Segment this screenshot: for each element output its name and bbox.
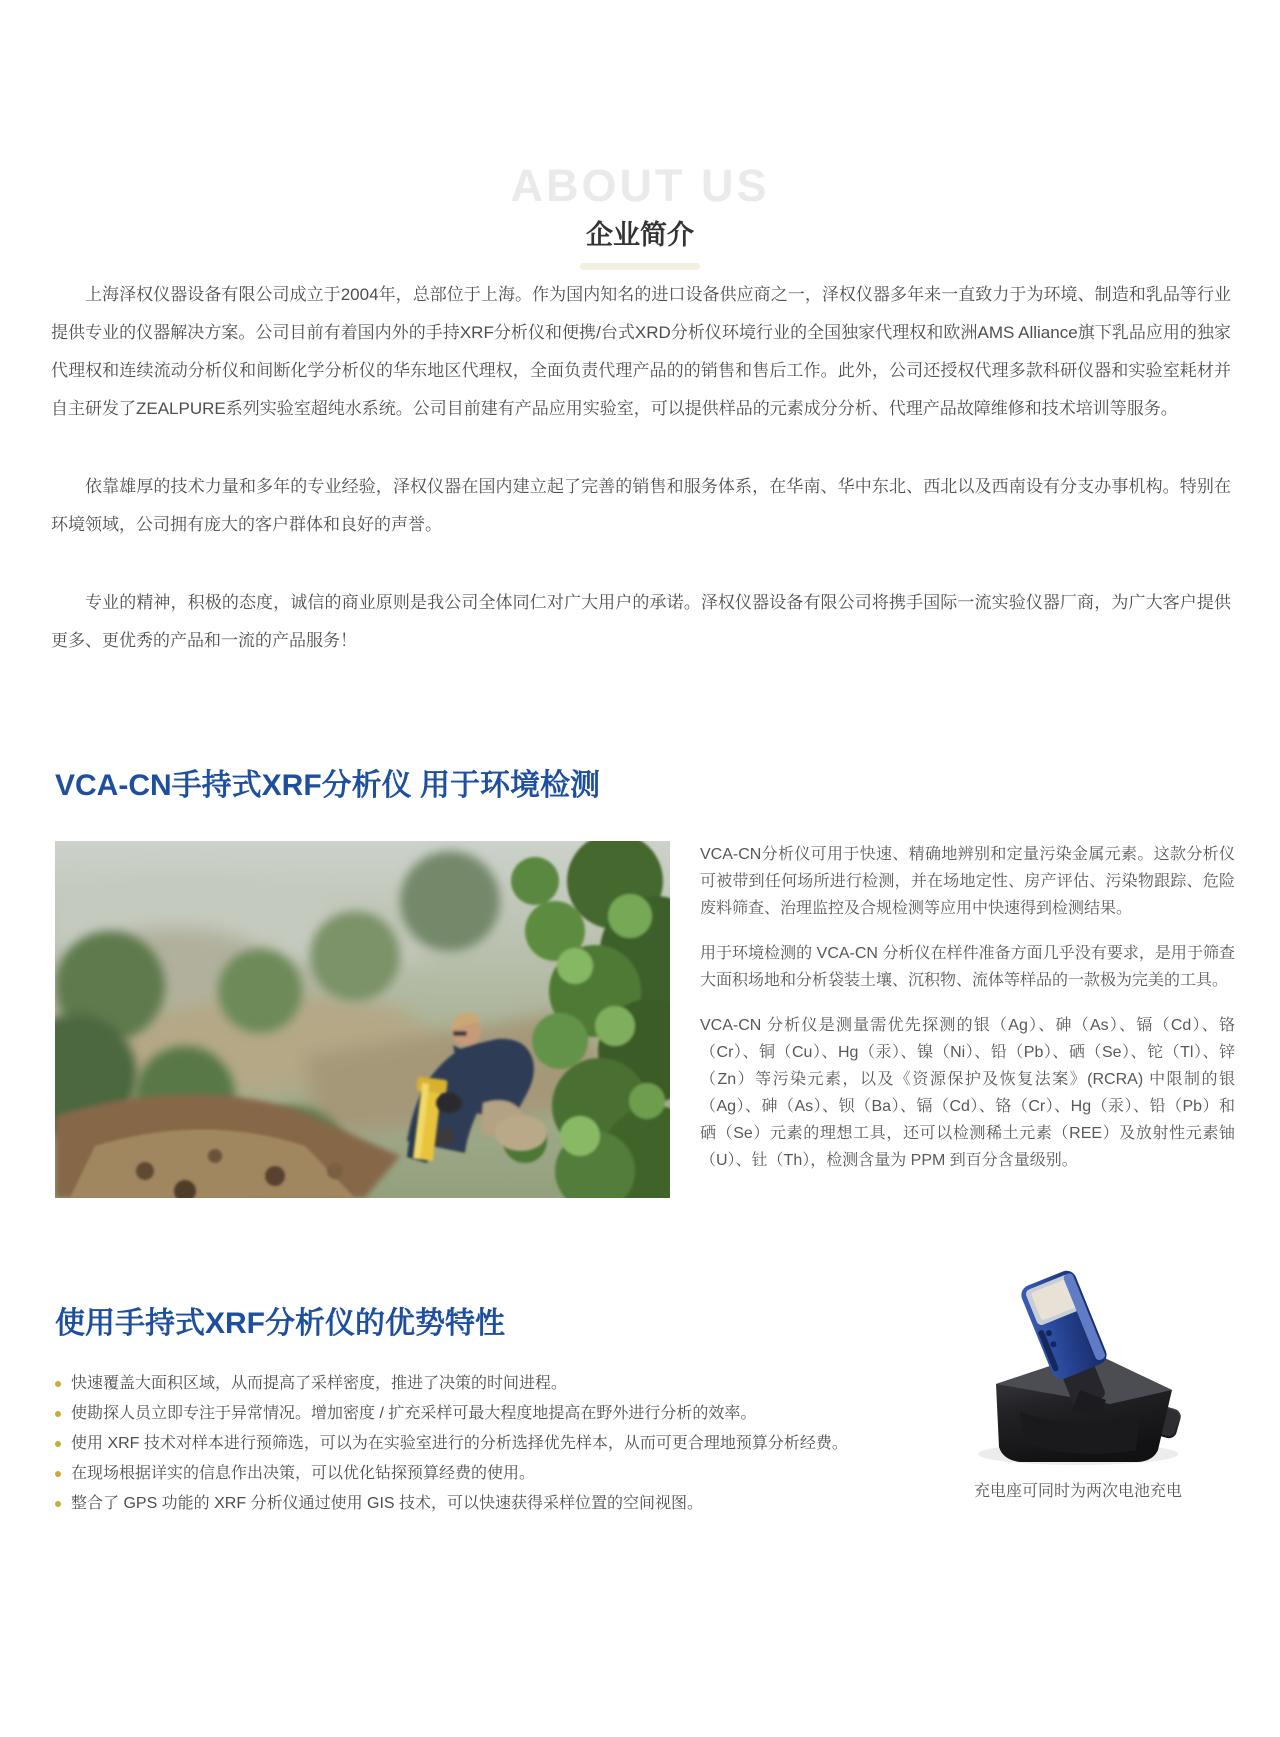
list-item bbox=[55, 1429, 915, 1459]
intro-paragraph: 依靠雄厚的技术力量和多年的专业经验，泽权仪器在国内建立起了完善的销售和服务体系，在华南、华中东北、西北以及西南设有分支办事机构。特别在环境领域，公司拥有庞大的客户群体和良好的声誉。 bbox=[51, 477, 1231, 534]
xrf-section-title: VCA-CN手持式XRF分析仪 用于环境检测 bbox=[55, 769, 600, 802]
xrf-description bbox=[700, 841, 1235, 1174]
xrf-section bbox=[55, 841, 1235, 1198]
bullet-icon bbox=[55, 1411, 61, 1417]
list-item-text: 在现场根据详实的信息作出决策，可以优化钻探预算经费的使用。 bbox=[71, 1465, 536, 1482]
bullet-icon bbox=[55, 1501, 61, 1507]
company-intro bbox=[51, 276, 1231, 660]
charger-photo-graphic bbox=[960, 1262, 1196, 1470]
list-item-text: 整合了 GPS 功能的 XRF 分析仪通过使用 GIS 技术，可以快速获得采样位置的空间视图。 bbox=[71, 1495, 704, 1512]
list-item-text: 使勘探人员立即专注于异常情况。增加密度 / 扩充采样可最大程度地提高在野外进行分析的效率。 bbox=[71, 1405, 757, 1422]
xrf-paragraph: 用于环境检测的 VCA-CN 分析仪在样件准备方面几乎没有要求，是用于筛查大面积场地和分析袋装土壤、沉积物、流体等样品的一款极为完美的工具。 bbox=[700, 945, 1235, 989]
advantages-section-title: 使用手持式XRF分析仪的优势特性 bbox=[55, 1307, 505, 1340]
field-photo bbox=[55, 841, 670, 1198]
xrf-paragraph: VCA-CN 分析仪是测量需优先探测的银（Ag）、砷（As）、镉（Cd）、铬（Cr）、铜（Cu）、Hg（汞）、镍（Ni）、铅（Pb）、硒（Se）、铊（Tl）、锌（Zn）等污染元素，以及《资源保护及恢复法案》(RCRA) 中限制的银（Ag）、砷（As）、钡（Ba）、镉（Cd）、铬（Cr）、Hg（汞）、铅（Pb）和硒（Se）元素的理想工具，还可以检测稀土元素（REE）及放射性元素铀（U）、钍（Th），检测含量为 PPM 到百分含量级别。 bbox=[700, 1017, 1235, 1169]
about-us-watermark: ABOUT US bbox=[510, 160, 770, 211]
list-item bbox=[55, 1399, 915, 1429]
bullet-icon bbox=[55, 1441, 61, 1447]
bullet-icon bbox=[55, 1381, 61, 1387]
bullet-icon bbox=[55, 1471, 61, 1477]
title-divider bbox=[580, 263, 700, 270]
list-item-text: 使用 XRF 技术对样本进行预筛选，可以为在实验室进行的分析选择优先样本，从而可更合理地预算分析经费。 bbox=[71, 1435, 848, 1452]
xrf-paragraph: VCA-CN分析仪可用于快速、精确地辨别和定量污染金属元素。这款分析仪可被带到任何场所进行检测，并在场地定性、房产评估、污染物跟踪、危险废料筛查、治理监控及合规检测等应用中快速得到检测结果。 bbox=[700, 846, 1235, 917]
list-item bbox=[55, 1369, 915, 1399]
page-title: 企业简介 bbox=[586, 220, 694, 250]
intro-paragraph: 专业的精神，积极的态度，诚信的商业原则是我公司全体同仁对广大用户的承诺。泽权仪器设备有限公司将携手国际一流实验仪器厂商，为广大客户提供更多、更优秀的产品和一流的产品服务！ bbox=[51, 593, 1231, 650]
charger-figure bbox=[928, 1262, 1228, 1503]
field-photo-graphic bbox=[55, 841, 670, 1198]
list-item bbox=[55, 1489, 915, 1519]
charger-caption: 充电座可同时为两次电池充电 bbox=[973, 1483, 1182, 1500]
intro-paragraph: 上海泽权仪器设备有限公司成立于2004年，总部位于上海。作为国内知名的进口设备供应商之一，泽权仪器多年来一直致力于为环境、制造和乳品等行业提供专业的仪器解决方案。公司目前有着国内外的手持XRF分析仪和便携/台式XRD分析仪环境行业的全国独家代理权和欧洲AMS Alliance旗下乳品应用的独家代理权和连续流动分析仪和间断化学分析仪的华东地区代理权，全面负责代理产品的的销售和售后工作。此外，公司还授权代理多款科研仪器和实验室耗材并自主研发了ZEALPURE系列实验室超纯水系统。公司目前建有产品应用实验室，可以提供样品的元素成分分析、代理产品故障维修和技术培训等服务。 bbox=[51, 285, 1231, 418]
advantages-list bbox=[55, 1369, 915, 1519]
list-item-text: 快速覆盖大面积区域，从而提高了采样密度，推进了决策的时间进程。 bbox=[71, 1375, 568, 1392]
list-item bbox=[55, 1459, 915, 1489]
